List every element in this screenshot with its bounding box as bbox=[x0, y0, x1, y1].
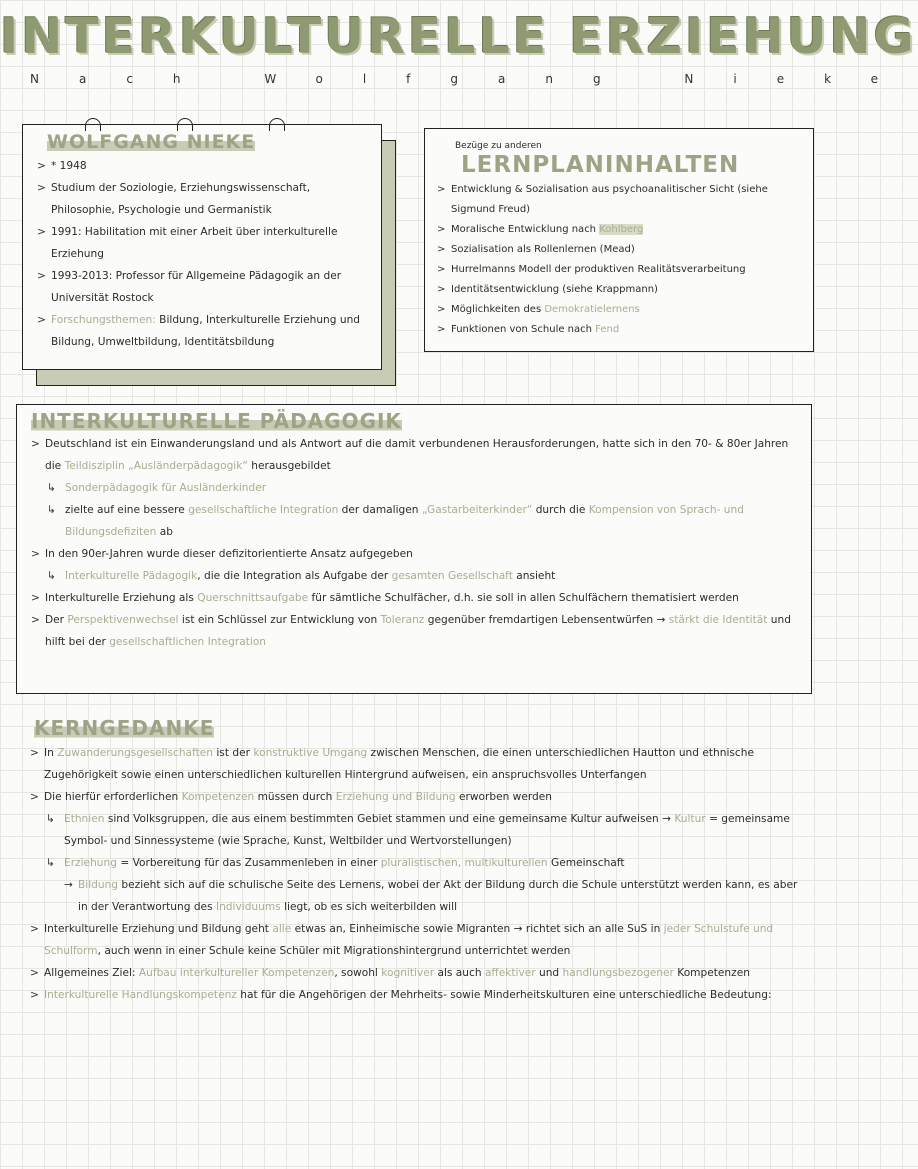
nieke-list bbox=[37, 155, 369, 353]
binder-ring-icon bbox=[177, 118, 193, 131]
list-item: > Forschungsthemen: Bildung, Interkulturelle Erziehung und Bildung, Umweltbildung, Identitätsbildung bbox=[37, 309, 369, 353]
list-item: > Identitätsentwicklung (siehe Krappmann) bbox=[437, 280, 805, 300]
list-item: > 1993-2013: Professor für Allgemeine Pädagogik an der Universität Rostock bbox=[37, 265, 369, 309]
page-title: INTERKULTURELLE ERZIEHUNG bbox=[0, 8, 917, 65]
list-item: > Moralische Entwicklung nach Kohlberg bbox=[437, 220, 805, 240]
list-item: > In Zuwanderungsgesellschaften ist der konstruktive Umgang zwischen Menschen, die einen unterschiedlichen Hautton und ethnische Zugehörigkeit sowie einen unterschiedlichen kulturellen Hintergrund aufweisen, ein anspruchsvolles Unterfangen bbox=[30, 742, 810, 786]
kern-list bbox=[30, 742, 810, 1006]
list-item: > Deutschland ist ein Einwanderungsland und als Antwort auf die damit verbundenen Herausforderungen, hatte sich in den 70- & 80er Jahren die Teildisziplin „Ausländerpädagogik“ herausgebildet bbox=[31, 433, 799, 477]
binder-ring-icon bbox=[269, 118, 285, 131]
list-item: > * 1948 bbox=[37, 155, 369, 177]
list-item: > Sozialisation als Rollenlernen (Mead) bbox=[437, 240, 805, 260]
nieke-box bbox=[22, 124, 382, 370]
list-item: > Der Perspektivenwechsel ist ein Schlüssel zur Entwicklung von Toleranz gegenüber fremdartigen Lebensentwürfen → stärkt die Identität und hilft bei der gesellschaftlichen Integration bbox=[31, 609, 799, 653]
binder-ring-icon bbox=[85, 118, 101, 131]
list-item: > Funktionen von Schule nach Fend bbox=[437, 320, 805, 340]
list-item: ↳ zielte auf eine bessere gesellschaftliche Integration der damaligen „Gastarbeiterkinder“ durch die Kompension von Sprach- und Bildungsdefiziten ab bbox=[31, 499, 799, 543]
lernplan-list bbox=[437, 180, 805, 340]
list-item: ↳ Ethnien sind Volksgruppen, die aus einem bestimmten Gebiet stammen und eine gemeinsame Kultur aufweisen → Kultur = gemeinsame Symbol- und Sinnessysteme (wie Sprache, Kunst, Weltbilder und Wertvorstellungen) bbox=[30, 808, 810, 852]
lernplan-box bbox=[424, 128, 814, 352]
list-item: > Interkulturelle Erziehung als Querschnittsaufgabe für sämtliche Schulfächer, d.h. sie soll in allen Schulfächern thematisiert werden bbox=[31, 587, 799, 609]
list-item: > Hurrelmanns Modell der produktiven Realitätsverarbeitung bbox=[437, 260, 805, 280]
list-item: > Entwicklung & Sozialisation aus psychoanalitischer Sicht (siehe Sigmund Freud) bbox=[437, 180, 805, 220]
paedagogik-heading: INTERKULTURELLE PÄDAGOGIK bbox=[31, 409, 402, 433]
list-item: > Studium der Soziologie, Erziehungswissenschaft, Philosophie, Psychologie und Germanistik bbox=[37, 177, 369, 221]
kern-section bbox=[30, 716, 810, 1006]
lernplan-prefix: Bezüge zu anderen bbox=[455, 141, 542, 151]
paedagogik-list bbox=[31, 433, 799, 653]
list-item: > Interkulturelle Handlungskompetenz hat für die Angehörigen der Mehrheits- sowie Minderheitskulturen eine unterschiedliche Bedeutung: bbox=[30, 984, 810, 1006]
list-item: > Möglichkeiten des Demokratielernens bbox=[437, 300, 805, 320]
list-item: > Interkulturelle Erziehung und Bildung geht alle etwas an, Einheimische sowie Migranten → richtet sich an alle SuS in jeder Schulstufe und Schulform, auch wenn in einer Schule keine Schüler mit Migrationshintergrund unterrichtet werden bbox=[30, 918, 810, 962]
list-item: ↳ Interkulturelle Pädagogik, die die Integration als Aufgabe der gesamten Gesellschaft ansieht bbox=[31, 565, 799, 587]
lernplan-heading: LERNPLANINHALTEN bbox=[461, 152, 740, 178]
list-item: ↳ Sonderpädagogik für Ausländerkinder bbox=[31, 477, 799, 499]
list-item: > 1991: Habilitation mit einer Arbeit über interkulturelle Erziehung bbox=[37, 221, 369, 265]
lernplan-header bbox=[437, 133, 805, 178]
list-item: → Bildung bezieht sich auf die schulische Seite des Lernens, wobei der Akt der Bildung durch die Schule unterstützt werden kann, es aber in der Verantwortung des Individuums liegt, ob es sich weiterbilden will bbox=[30, 874, 810, 918]
kern-heading: KERNGEDANKE bbox=[34, 716, 215, 740]
list-item: > Allgemeines Ziel: Aufbau interkultureller Kompetenzen, sowohl kognitiver als auch affektiver und handlungsbezogener Kompetenzen bbox=[30, 962, 810, 984]
nieke-heading: WOLFGANG NIEKE bbox=[47, 131, 256, 153]
list-item: > Die hierfür erforderlichen Kompetenzen müssen durch Erziehung und Bildung erworben werden bbox=[30, 786, 810, 808]
paedagogik-box bbox=[16, 404, 812, 694]
page-subtitle: Nach Wolfgang Nieke bbox=[30, 72, 918, 86]
list-item: ↳ Erziehung = Vorbereitung für das Zusammenleben in einer pluralistischen, multikulturellen Gemeinschaft bbox=[30, 852, 810, 874]
list-item: > In den 90er-Jahren wurde dieser defizitorientierte Ansatz aufgegeben bbox=[31, 543, 799, 565]
